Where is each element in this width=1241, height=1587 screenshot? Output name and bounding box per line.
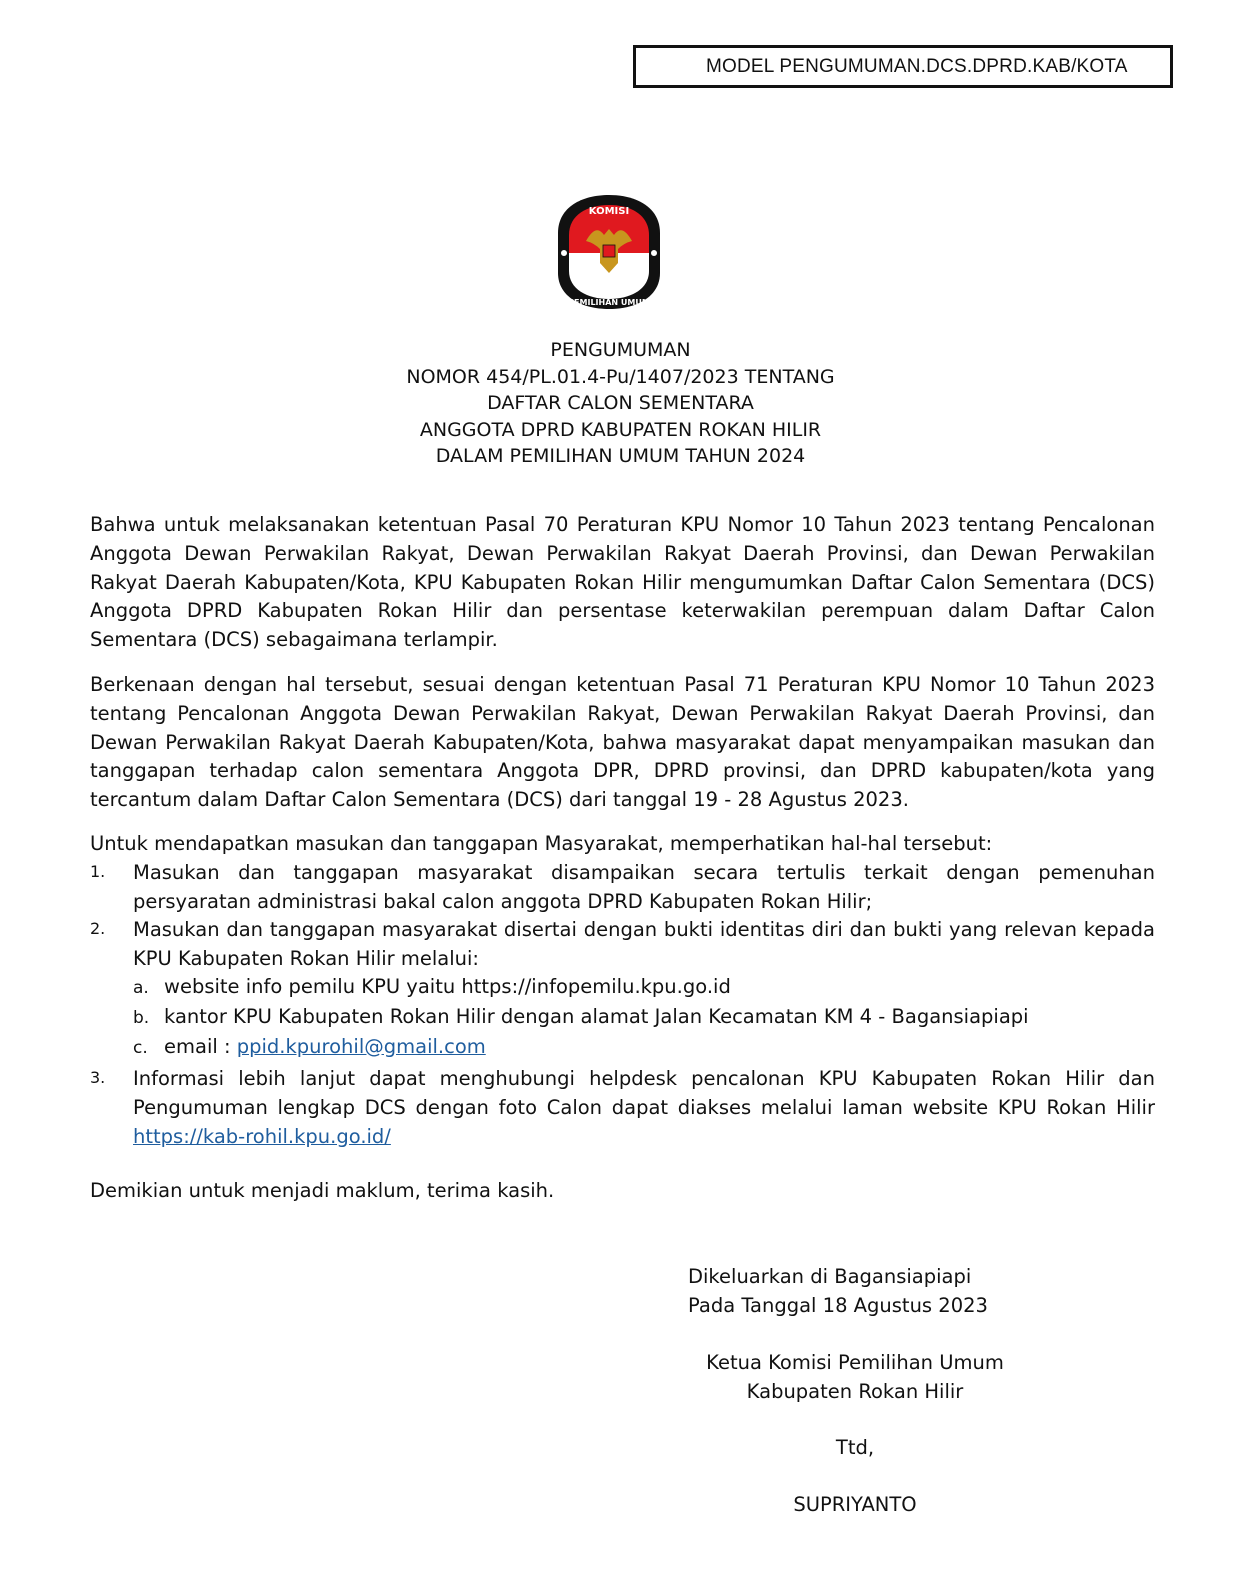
paragraph-1: Bahwa untuk melaksanakan ketentuan Pasal 70 Peraturan KPU Nomor 10 Tahun 2023 tentang Pencalonan Anggota Dewan Perwakilan Rakyat, Dewan Perwakilan Rakyat Daerah Provinsi, dan Dewan Perwakilan Rakyat Daerah Kabupaten/Kota, KPU Kabupaten Rokan Hilir mengumumkan Daftar Calon Sementara (DCS) Anggota DPRD Kabupaten Rokan Hilir dan persentase keterwakilan perempuan dalam Daftar Calon Sementara (DCS) sebagaimana terlampir. <box>90 513 1155 652</box>
sub-list-letter: b. <box>133 1008 150 1028</box>
list-item <box>133 1065 1155 1151</box>
title-line: PENGUMUMAN <box>550 339 691 361</box>
closing-text: Demikian untuk menjadi maklum, terima kasih. <box>90 1179 555 1202</box>
sub-list-item: website info pemilu KPU yaitu https://infopemilu.kpu.go.id <box>164 975 731 998</box>
signer-position: Ketua Komisi Pemilihan Umum <box>706 1351 1004 1374</box>
signer-name: SUPRIYANTO <box>793 1493 917 1516</box>
list-item-text: Informasi lebih lanjut dapat menghubungi helpdesk pencalonan KPU Kabupaten Rokan Hilir dan Pengumuman lengkap DCS dengan foto Calon dapat diakses melalui laman website KPU Rokan Hilir <box>133 1067 1155 1119</box>
model-label: MODEL PENGUMUMAN.DCS.DPRD.KAB/KOTA <box>706 56 1128 77</box>
announcement-title <box>0 337 1241 470</box>
model-label-box <box>633 45 1173 88</box>
list-number: 2. <box>90 919 106 938</box>
kpu-logo-icon <box>556 193 662 311</box>
svg-text:PEMILIHAN UMUM: PEMILIHAN UMUM <box>568 298 650 307</box>
issued-date: Pada Tanggal 18 Agustus 2023 <box>688 1294 988 1317</box>
title-line: ANGGOTA DPRD KABUPATEN ROKAN HILIR <box>419 418 822 441</box>
issued-place: Dikeluarkan di Bagansiapiapi <box>688 1265 972 1288</box>
sub-list-letter: a. <box>133 978 149 998</box>
title-number: NOMOR 454/PL.01.4-Pu/1407/2023 TENTANG <box>406 365 835 388</box>
paragraph-3: Untuk mendapatkan masukan dan tanggapan Masyarakat, memperhatikan hal-hal tersebut: <box>90 832 993 855</box>
list-item: Masukan dan tanggapan masyarakat disertai dengan bukti identitas diri dan bukti yang relevan kepada KPU Kabupaten Rokan Hilir melalui: <box>133 918 1155 970</box>
title-line: DALAM PEMILIHAN UMUM TAHUN 2024 <box>435 445 806 467</box>
signed-mark: Ttd, <box>835 1436 875 1459</box>
website-link[interactable]: https://kab-rohil.kpu.go.id/ <box>133 1124 391 1148</box>
list-number: 1. <box>90 862 106 881</box>
list-item: Masukan dan tanggapan masyarakat disampaikan secara tertulis terkait dengan pemenuhan persyaratan administrasi bakal calon anggota DPRD Kabupaten Rokan Hilir; <box>133 861 1155 913</box>
title-line: DAFTAR CALON SEMENTARA <box>487 392 754 414</box>
email-label: email : <box>164 1035 237 1058</box>
signer-office: Kabupaten Rokan Hilir <box>746 1380 964 1403</box>
sub-list-item: kantor KPU Kabupaten Rokan Hilir dengan alamat Jalan Kecamatan KM 4 - Bagansiapiapi <box>164 1005 1029 1028</box>
sub-list-item <box>164 1035 486 1058</box>
list-number: 3. <box>90 1068 106 1087</box>
svg-text:KOMISI: KOMISI <box>588 206 630 217</box>
paragraph-2: Berkenaan dengan hal tersebut, sesuai dengan ketentuan Pasal 71 Peraturan KPU Nomor 10 Tahun 2023 tentang Pencalonan Anggota Dewan Perwakilan Rakyat, Dewan Perwakilan Rakyat Daerah Provinsi, dan Dewan Perwakilan Rakyat Daerah Kabupaten/Kota, bahwa masyarakat dapat menyampaikan masukan dan tanggapan terhadap calon sementara Anggota DPR, DPRD provinsi, dan DPRD kabupaten/kota yang tercantum dalam Daftar Calon Sementara (DCS) dari tanggal 19 - 28 Agustus 2023. <box>90 673 1155 812</box>
sub-list-letter: c. <box>133 1038 148 1058</box>
email-link[interactable]: ppid.kpurohil@gmail.com <box>236 1035 486 1058</box>
